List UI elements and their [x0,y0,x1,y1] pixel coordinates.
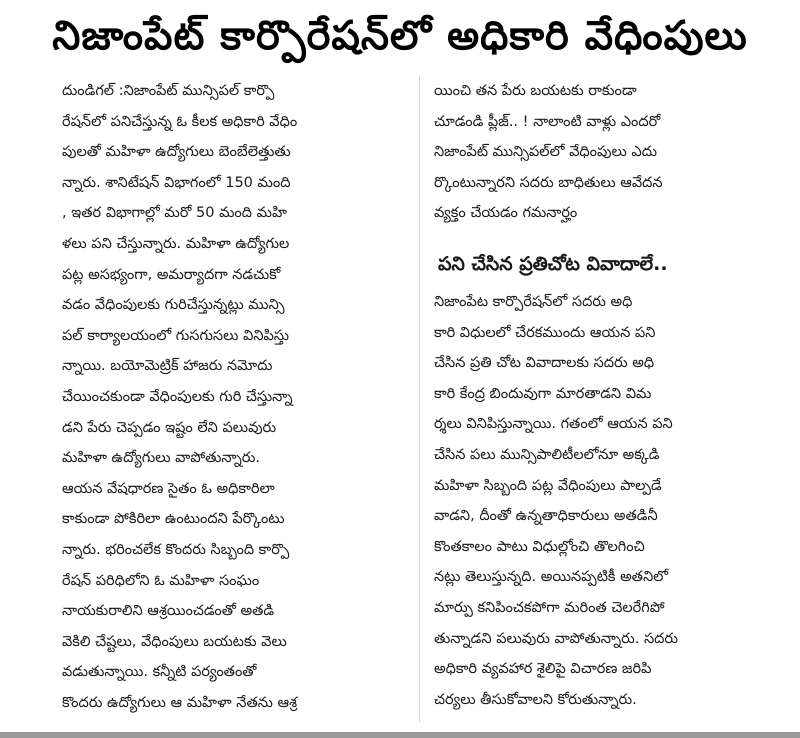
right-line: యించి తన పేరు బయటకు రాకుండా [434,83,637,99]
right-line: అధికారి వ్యవహార శైలిపై విచారణ జరిపి [434,661,652,678]
right-column [434,76,736,715]
right-line: చేసిన ప్రతి చోట వివాదాలకు సదరు అధి [434,355,655,372]
left-line: కొందరు ఉద్యోగులు ఆ మహిళా నేతను ఆశ్ర [62,694,298,711]
left-line: వడం వేధింపులకు గురిచేస్తున్నట్లు మున్సి [62,297,285,314]
left-line: న్నారు. భరించలేక కొందరు సిబ్బంది కార్పొ [62,541,290,558]
left-line: రేషన్‌లో పనిచేస్తున్న ఓ కీలక అధికారి వేధిం [62,113,298,130]
right-line: ర్కొంటున్నారని సదరు బాధితులు ఆవేదన [434,174,663,191]
left-line: ళలు పని చేస్తున్నారు. మహిళా ఉద్యోగుల [62,235,290,252]
right-line: కారి కేంద్ర బిందువుగా మారతాడని విమ [434,385,652,402]
right-line: నట్లు తెలుస్తున్నది. అయినప్పటికీ అతనిలో [434,569,669,586]
right-line: మహిళా సిబ్బంది పట్ల వేధింపులు పాల్పడే [434,477,662,494]
right-line: కొంతకాలం పాటు విధుల్లోంచి తొలగించి [434,538,645,555]
section-subheading: పని చేసిన ప్రతిచోట వివాదాలే.. [438,252,668,275]
left-line: దుండిగల్ :నిజాంపేట్ మున్సిపల్ కార్పొ [62,83,275,99]
column-divider [419,76,420,722]
page-bottom-rule [0,732,800,738]
right-line: చూడండి ప్లీజ్.. ! నాలాంటి వాళ్లు ఎందరో [434,113,661,130]
left-column [62,76,410,718]
right-line: నిజాంపేట కార్పొరేషన్‌లో సదరు అధి [434,293,633,310]
left-line: పల్ కార్యాలయంలో గుసగుసలు వినిపిస్తు [62,327,290,344]
left-line: ఆయన వేషధారణ సైతం ఓ అధికారిలా [62,480,275,497]
right-line: చర్యలు తీసుకోవాలని కోరుతున్నారు. [434,691,637,708]
left-line: కాకుండా పోకిరిలా ఉంటుందని పేర్కొంటు [62,511,285,528]
right-line: వ్యక్తం చేయడం గమనార్హం [434,205,578,222]
left-line: నాయకురాలిని ఆశ్రయించడంతో అతడి [62,603,275,620]
right-line: ర్శలు వినిపిస్తున్నాయి. గతంలో ఆయన పని [434,416,673,433]
right-line: వాడని, దీంతో ఉన్నతాధికారులు అతడినీ [434,508,658,525]
left-line: చేయించకుండా వేధింపులకు గురి చేస్తున్నా [62,388,293,405]
right-line: కారి విధులలో చేరకముందు ఆయన పని [434,324,656,341]
left-line: రేషన్ పరిధిలోని ఓ మహిళా సంఘం [62,572,260,589]
right-line: తున్నాడని పలువురు వాపోతున్నారు. సదరు [434,630,678,647]
left-line: డని పేరు చెప్పడం ఇష్టం లేని పలువురు [62,419,277,436]
left-line: న్నారు. శానిటేషన్ విభాగంలో 150 మంది [62,174,291,191]
left-line: న్నాయి. బయోమెట్రిక్ హాజరు నమోదు [62,358,273,375]
left-line: వడుతున్నాయి. కన్నీటి పర్యంతంతో [62,664,257,681]
left-line: మహిళా ఉద్యోగులు వాపోతున్నారు. [62,450,260,467]
headline: నిజాంపేట్ కార్పొరేషన్‌లో అధికారి వేధింపులు [52,13,748,59]
right-line: నిజాంపేట్ మున్సిపల్‌లో వేధింపులు ఎదు [434,144,657,161]
left-line: పులతో మహిళా ఉద్యోగులు బెంబేలెత్తుతు [62,144,291,161]
right-line: చేసిన పలు మున్సిపాలిటీలలోనూ అక్కడి [434,446,660,463]
right-line: మార్పు కనిపించకపోగా మరింత చెలరేగిపో [434,599,665,616]
left-line: , ఇతర విభాగాల్లో మరో 50 మంది మహి [62,205,287,222]
left-line: వెకిలి చేష్టలు, వేధింపులు బయటకు వెలు [62,633,287,650]
left-line: పట్ల అసభ్యంగా, అమర్యాదగా నడచుకో [62,266,281,283]
